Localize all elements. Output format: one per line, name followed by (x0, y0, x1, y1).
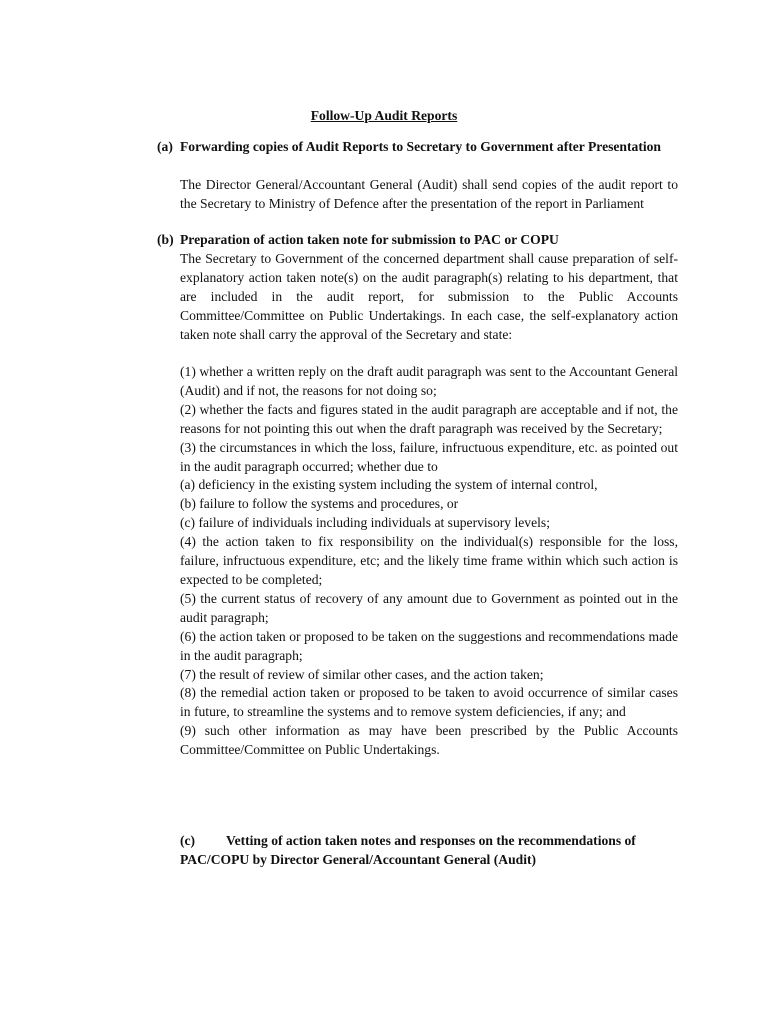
list-item-3: (3) the circumstances in which the loss, failure, infructuous expenditure, etc. as pointed out in the audit paragraph occurred; whether due to (180, 439, 678, 474)
section-b-body (180, 250, 678, 345)
section-b-list (180, 363, 678, 760)
section-b-heading (157, 231, 678, 250)
section-a-heading (157, 138, 678, 157)
sub-item-c: (c) failure of individuals including individuals at supervisory levels; (180, 515, 550, 531)
section-a-heading-text: Forwarding copies of Audit Reports to Secretary to Government after Presentation (180, 139, 661, 154)
section-c-heading (180, 832, 678, 870)
section-c-label: (c) (180, 833, 196, 848)
list-item-9: (9) such other information as may have been prescribed by the Public Accounts Committee/Committee on Public Undertakings. (180, 723, 678, 758)
section-b-label: (b) (157, 232, 174, 247)
section-c-heading-text: Vetting of action taken notes and responses on the recommendations of PAC/COPU by Director General/Accountant General (Audit) (180, 833, 636, 867)
list-item-8: (8) the remedial action taken or proposed to be taken to avoid occurrence of similar cases in future, to streamline the systems and to remove system deficiencies, if any; and (180, 685, 678, 720)
section-a-paragraph: The Director General/Accountant General (Audit) shall send copies of the audit report to the Secretary to Ministry of Defence after the presentation of the report in Parliament (180, 177, 678, 211)
section-a-body (180, 176, 678, 214)
section-b-paragraph: The Secretary to Government of the concerned department shall cause preparation of self-explanatory action taken note(s) on the audit paragraph(s) relating to his department, that are included in the audit report, for submission to the Public Accounts Committee/Committee on Public Undertakings. In each case, the self-explanatory action taken note shall carry the approval of the Secretary and state: (180, 251, 678, 342)
section-a-label: (a) (157, 139, 173, 154)
sub-item-a: (a) deficiency in the existing system including the system of internal control, (180, 477, 598, 493)
list-item-6: (6) the action taken or proposed to be taken on the suggestions and recommendations made in the audit paragraph; (180, 628, 678, 663)
section-b-heading-text: Preparation of action taken note for submission to PAC or COPU (180, 232, 559, 247)
document-title: Follow-Up Audit Reports (310, 108, 458, 123)
list-item-5: (5) the current status of recovery of any amount due to Government as pointed out in the audit paragraph; (180, 590, 678, 625)
list-item-7: (7) the result of review of similar other cases, and the action taken; (180, 666, 544, 682)
list-item-1: (1) whether a written reply on the draft audit paragraph was sent to the Accountant General (Audit) and if not, the reasons for not doing so; (180, 364, 678, 398)
sub-item-b: (b) failure to follow the systems and procedures, or (180, 496, 459, 512)
list-item-4: (4) the action taken to fix responsibility on the individual(s) responsible for the loss, failure, infructuous expenditure, etc; and the likely time frame within which such action is expected to be completed; (180, 534, 678, 587)
list-item-2: (2) whether the facts and figures stated in the audit paragraph are acceptable and if not, the reasons for not pointing this out when the draft paragraph was received by the Secretary; (180, 401, 678, 436)
